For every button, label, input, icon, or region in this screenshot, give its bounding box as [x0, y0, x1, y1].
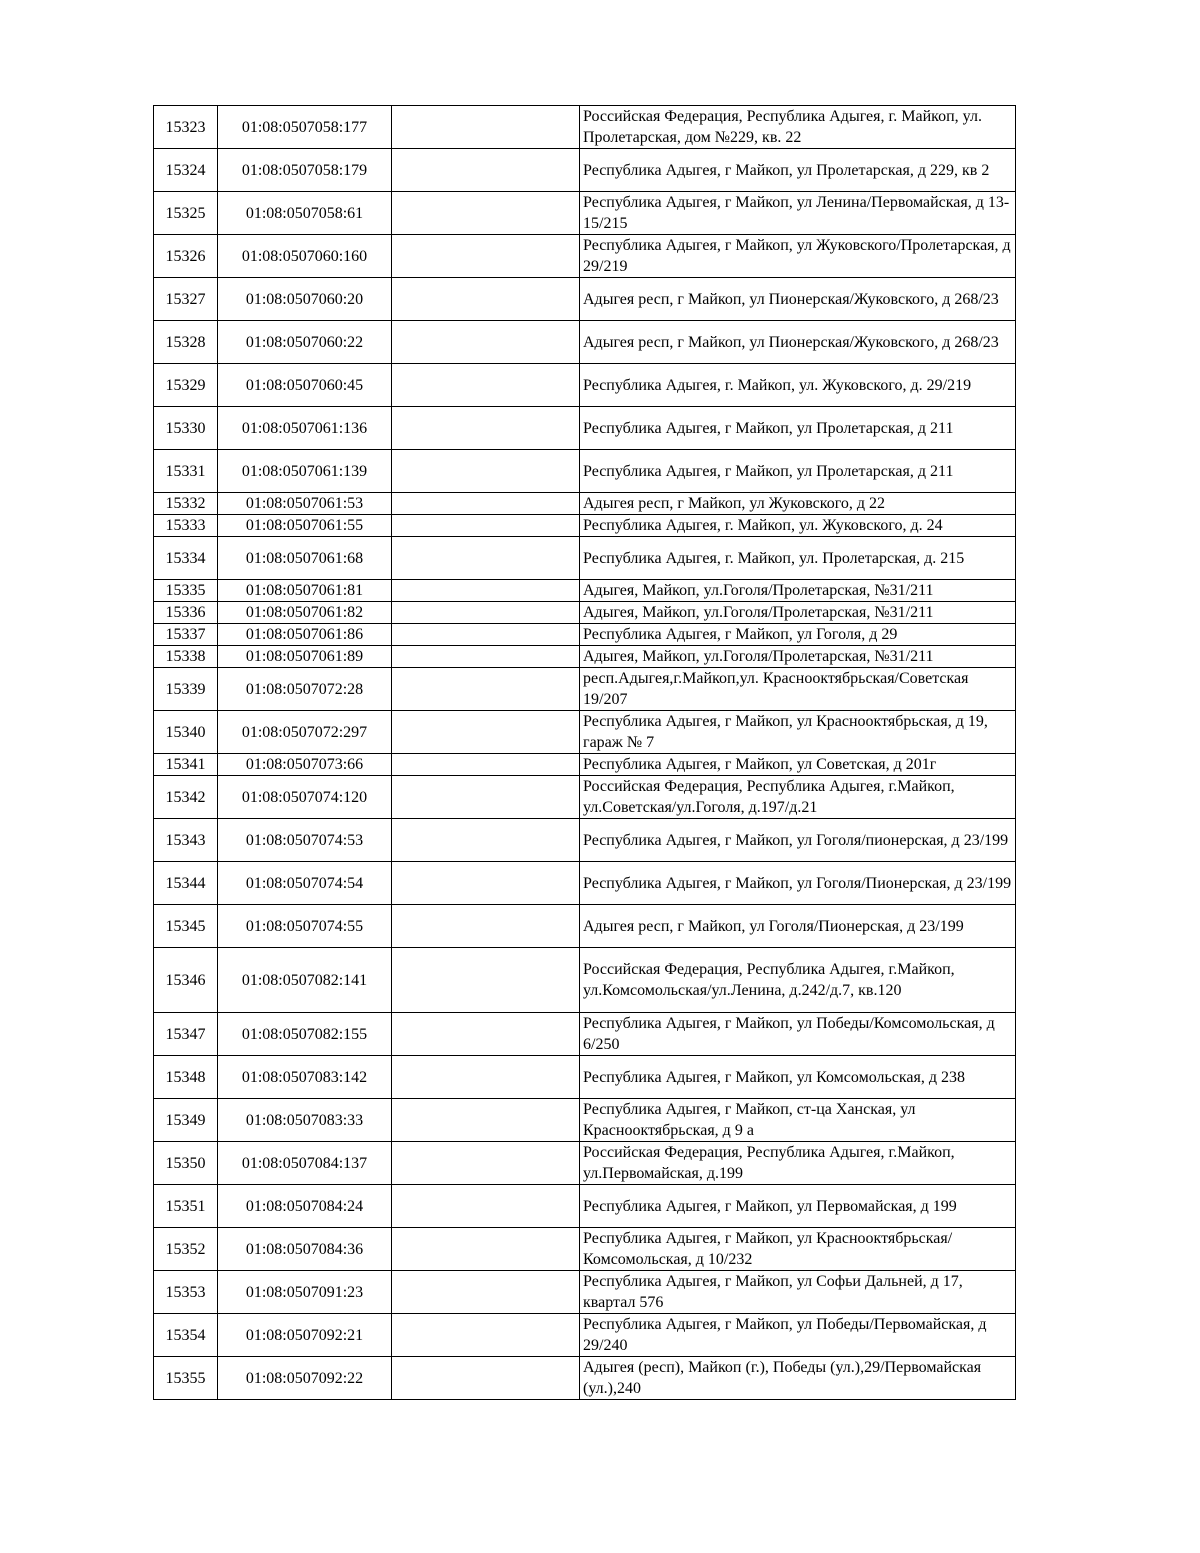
- address-cell: Адыгея, Майкоп, ул.Гоголя/Пролетарская, №31/211: [580, 580, 1016, 602]
- cadastral-number-cell: 01:08:0507084:24: [218, 1185, 392, 1228]
- cadastral-number-cell: 01:08:0507082:155: [218, 1013, 392, 1056]
- table-row: [154, 1271, 1016, 1314]
- table-row: [154, 1056, 1016, 1099]
- address-cell: Российская Федерация, Республика Адыгея, г.Майкоп, ул.Советская/ул.Гоголя, д.197/д.21: [580, 776, 1016, 819]
- table-row: [154, 235, 1016, 278]
- cadastral-number-cell: 01:08:0507061:139: [218, 450, 392, 493]
- address-cell: Республика Адыгея, г Майкоп, ул Первомайская, д 199: [580, 1185, 1016, 1228]
- table-row: [154, 1185, 1016, 1228]
- cadastral-number-cell: 01:08:0507084:137: [218, 1142, 392, 1185]
- cadastral-number-cell: 01:08:0507058:61: [218, 192, 392, 235]
- empty-cell: [392, 106, 580, 149]
- empty-cell: [392, 321, 580, 364]
- table-row: [154, 192, 1016, 235]
- cadastral-number-cell: 01:08:0507073:66: [218, 754, 392, 776]
- cadastral-number-cell: 01:08:0507082:141: [218, 948, 392, 1013]
- cadastral-number-cell: 01:08:0507061:81: [218, 580, 392, 602]
- empty-cell: [392, 711, 580, 754]
- empty-cell: [392, 450, 580, 493]
- address-cell: Адыгея, Майкоп, ул.Гоголя/Пролетарская, №31/211: [580, 602, 1016, 624]
- address-cell: Республика Адыгея, г Майкоп, ул Гоголя/Пионерская, д 23/199: [580, 862, 1016, 905]
- cadastral-number-cell: 01:08:0507084:36: [218, 1228, 392, 1271]
- row-number-cell: 15347: [154, 1013, 218, 1056]
- address-cell: Адыгея респ, г Майкоп, ул Пионерская/Жуковского, д 268/23: [580, 278, 1016, 321]
- address-cell: Республика Адыгея, г. Майкоп, ул. Жуковского, д. 24: [580, 515, 1016, 537]
- empty-cell: [392, 948, 580, 1013]
- table-row: [154, 905, 1016, 948]
- empty-cell: [392, 407, 580, 450]
- cadastral-number-cell: 01:08:0507060:45: [218, 364, 392, 407]
- address-cell: Республика Адыгея, г Майкоп, ул Софьи Дальней, д 17, квартал 576: [580, 1271, 1016, 1314]
- row-number-cell: 15354: [154, 1314, 218, 1357]
- table-row: [154, 149, 1016, 192]
- empty-cell: [392, 862, 580, 905]
- row-number-cell: 15336: [154, 602, 218, 624]
- address-cell: Республика Адыгея, г Майкоп, ул Комсомольская, д 238: [580, 1056, 1016, 1099]
- address-cell: Российская Федерация, Республика Адыгея, г. Майкоп, ул. Пролетарская, дом №229, кв. 22: [580, 106, 1016, 149]
- table-row: [154, 711, 1016, 754]
- empty-cell: [392, 1099, 580, 1142]
- table-row: [154, 1228, 1016, 1271]
- table-row: [154, 364, 1016, 407]
- table-row: [154, 580, 1016, 602]
- empty-cell: [392, 1056, 580, 1099]
- address-cell: Адыгея, Майкоп, ул.Гоголя/Пролетарская, №31/211: [580, 646, 1016, 668]
- empty-cell: [392, 905, 580, 948]
- empty-cell: [392, 364, 580, 407]
- table-body: [154, 106, 1016, 1400]
- empty-cell: [392, 819, 580, 862]
- row-number-cell: 15341: [154, 754, 218, 776]
- row-number-cell: 15342: [154, 776, 218, 819]
- table-row: [154, 948, 1016, 1013]
- empty-cell: [392, 515, 580, 537]
- empty-cell: [392, 602, 580, 624]
- address-cell: Республика Адыгея, г Майкоп, ул Пролетарская, д 229, кв 2: [580, 149, 1016, 192]
- empty-cell: [392, 1314, 580, 1357]
- address-cell: респ.Адыгея,г.Майкоп,ул. Краснооктябрьская/Советская 19/207: [580, 668, 1016, 711]
- address-cell: Республика Адыгея, г Майкоп, ул Гоголя/пионерская, д 23/199: [580, 819, 1016, 862]
- table-row: [154, 1099, 1016, 1142]
- address-cell: Республика Адыгея, г Майкоп, ул Победы/Комсомольская, д 6/250: [580, 1013, 1016, 1056]
- address-cell: Республика Адыгея, г Майкоп, ул Пролетарская, д 211: [580, 450, 1016, 493]
- row-number-cell: 15353: [154, 1271, 218, 1314]
- table-row: [154, 776, 1016, 819]
- table-row: [154, 493, 1016, 515]
- address-cell: Российская Федерация, Республика Адыгея, г.Майкоп, ул.Первомайская, д.199: [580, 1142, 1016, 1185]
- row-number-cell: 15348: [154, 1056, 218, 1099]
- table-row: [154, 407, 1016, 450]
- address-cell: Республика Адыгея, г Майкоп, ул Краснооктябрьская, д 19, гараж № 7: [580, 711, 1016, 754]
- cadastral-number-cell: 01:08:0507060:20: [218, 278, 392, 321]
- cadastral-number-cell: 01:08:0507074:53: [218, 819, 392, 862]
- row-number-cell: 15324: [154, 149, 218, 192]
- cadastral-number-cell: 01:08:0507092:22: [218, 1357, 392, 1400]
- row-number-cell: 15328: [154, 321, 218, 364]
- table-row: [154, 515, 1016, 537]
- cadastral-number-cell: 01:08:0507060:22: [218, 321, 392, 364]
- row-number-cell: 15351: [154, 1185, 218, 1228]
- cadastral-number-cell: 01:08:0507060:160: [218, 235, 392, 278]
- address-cell: Республика Адыгея, г Майкоп, ул Победы/Первомайская, д 29/240: [580, 1314, 1016, 1357]
- table-row: [154, 450, 1016, 493]
- address-cell: Республика Адыгея, г Майкоп, ул Краснооктябрьская/Комсомольская, д 10/232: [580, 1228, 1016, 1271]
- cadastral-number-cell: 01:08:0507061:86: [218, 624, 392, 646]
- empty-cell: [392, 149, 580, 192]
- table-row: [154, 819, 1016, 862]
- address-cell: Адыгея (респ), Майкоп (г.), Победы (ул.),29/Первомайская (ул.),240: [580, 1357, 1016, 1400]
- row-number-cell: 15339: [154, 668, 218, 711]
- cadastral-number-cell: 01:08:0507074:54: [218, 862, 392, 905]
- row-number-cell: 15330: [154, 407, 218, 450]
- row-number-cell: 15346: [154, 948, 218, 1013]
- row-number-cell: 15352: [154, 1228, 218, 1271]
- row-number-cell: 15334: [154, 537, 218, 580]
- cadastral-number-cell: 01:08:0507091:23: [218, 1271, 392, 1314]
- empty-cell: [392, 776, 580, 819]
- row-number-cell: 15332: [154, 493, 218, 515]
- address-cell: Республика Адыгея, г Майкоп, ул Ленина/Первомайская, д 13-15/215: [580, 192, 1016, 235]
- cadastral-number-cell: 01:08:0507061:55: [218, 515, 392, 537]
- table-row: [154, 646, 1016, 668]
- empty-cell: [392, 754, 580, 776]
- address-cell: Республика Адыгея, г. Майкоп, ул. Пролетарская, д. 215: [580, 537, 1016, 580]
- empty-cell: [392, 1142, 580, 1185]
- cadastral-number-cell: 01:08:0507083:142: [218, 1056, 392, 1099]
- table-row: [154, 278, 1016, 321]
- empty-cell: [392, 668, 580, 711]
- row-number-cell: 15345: [154, 905, 218, 948]
- row-number-cell: 15323: [154, 106, 218, 149]
- row-number-cell: 15326: [154, 235, 218, 278]
- row-number-cell: 15337: [154, 624, 218, 646]
- row-number-cell: 15335: [154, 580, 218, 602]
- cadastral-number-cell: 01:08:0507058:179: [218, 149, 392, 192]
- empty-cell: [392, 537, 580, 580]
- table-row: [154, 754, 1016, 776]
- row-number-cell: 15325: [154, 192, 218, 235]
- row-number-cell: 15343: [154, 819, 218, 862]
- empty-cell: [392, 192, 580, 235]
- address-cell: Республика Адыгея, г Майкоп, ул Пролетарская, д 211: [580, 407, 1016, 450]
- cadastral-number-cell: 01:08:0507061:82: [218, 602, 392, 624]
- empty-cell: [392, 1357, 580, 1400]
- row-number-cell: 15331: [154, 450, 218, 493]
- table-row: [154, 1142, 1016, 1185]
- cadastral-number-cell: 01:08:0507061:53: [218, 493, 392, 515]
- empty-cell: [392, 278, 580, 321]
- table-row: [154, 862, 1016, 905]
- table-row: [154, 602, 1016, 624]
- cadastral-number-cell: 01:08:0507058:177: [218, 106, 392, 149]
- row-number-cell: 15329: [154, 364, 218, 407]
- cadastral-number-cell: 01:08:0507061:68: [218, 537, 392, 580]
- cadastral-number-cell: 01:08:0507061:89: [218, 646, 392, 668]
- row-number-cell: 15333: [154, 515, 218, 537]
- table-row: [154, 537, 1016, 580]
- cadastral-number-cell: 01:08:0507092:21: [218, 1314, 392, 1357]
- row-number-cell: 15344: [154, 862, 218, 905]
- row-number-cell: 15349: [154, 1099, 218, 1142]
- empty-cell: [392, 646, 580, 668]
- empty-cell: [392, 580, 580, 602]
- table-row: [154, 1357, 1016, 1400]
- address-cell: Республика Адыгея, г Майкоп, ст-ца Ханская, ул Краснооктябрьская, д 9 а: [580, 1099, 1016, 1142]
- cadastral-number-cell: 01:08:0507083:33: [218, 1099, 392, 1142]
- empty-cell: [392, 1185, 580, 1228]
- row-number-cell: 15350: [154, 1142, 218, 1185]
- address-cell: Адыгея респ, г Майкоп, ул Гоголя/Пионерская, д 23/199: [580, 905, 1016, 948]
- table-row: [154, 668, 1016, 711]
- empty-cell: [392, 493, 580, 515]
- cadastral-number-cell: 01:08:0507074:55: [218, 905, 392, 948]
- row-number-cell: 15355: [154, 1357, 218, 1400]
- cadastral-number-cell: 01:08:0507061:136: [218, 407, 392, 450]
- row-number-cell: 15327: [154, 278, 218, 321]
- address-cell: Республика Адыгея, г. Майкоп, ул. Жуковского, д. 29/219: [580, 364, 1016, 407]
- address-cell: Республика Адыгея, г Майкоп, ул Жуковского/Пролетарская, д 29/219: [580, 235, 1016, 278]
- property-registry-table: [153, 105, 1016, 1400]
- cadastral-number-cell: 01:08:0507072:28: [218, 668, 392, 711]
- cadastral-number-cell: 01:08:0507072:297: [218, 711, 392, 754]
- empty-cell: [392, 235, 580, 278]
- table-row: [154, 321, 1016, 364]
- empty-cell: [392, 1013, 580, 1056]
- table-row: [154, 1013, 1016, 1056]
- row-number-cell: 15338: [154, 646, 218, 668]
- empty-cell: [392, 1228, 580, 1271]
- address-cell: Адыгея респ, г Майкоп, ул Пионерская/Жуковского, д 268/23: [580, 321, 1016, 364]
- address-cell: Республика Адыгея, г Майкоп, ул Советская, д 201г: [580, 754, 1016, 776]
- address-cell: Российская Федерация, Республика Адыгея, г.Майкоп, ул.Комсомольская/ул.Ленина, д.242/д.7, кв.120: [580, 948, 1016, 1013]
- empty-cell: [392, 1271, 580, 1314]
- cadastral-number-cell: 01:08:0507074:120: [218, 776, 392, 819]
- address-cell: Республика Адыгея, г Майкоп, ул Гоголя, д 29: [580, 624, 1016, 646]
- row-number-cell: 15340: [154, 711, 218, 754]
- address-cell: Адыгея респ, г Майкоп, ул Жуковского, д 22: [580, 493, 1016, 515]
- empty-cell: [392, 624, 580, 646]
- table-row: [154, 624, 1016, 646]
- table-row: [154, 106, 1016, 149]
- table-row: [154, 1314, 1016, 1357]
